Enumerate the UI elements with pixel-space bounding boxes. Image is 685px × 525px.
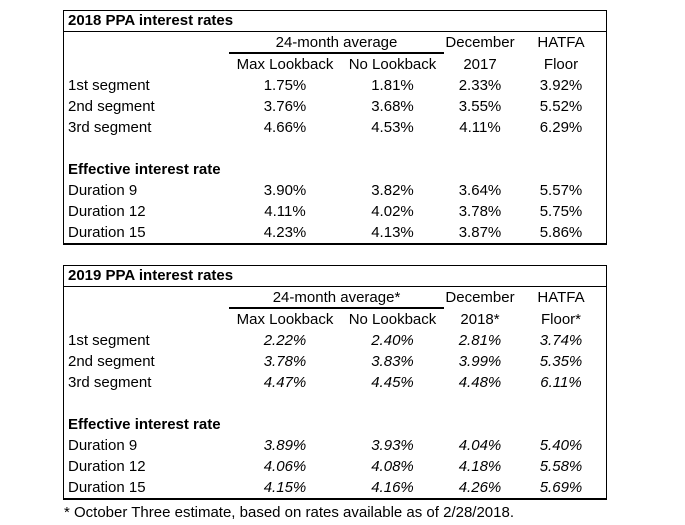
rate-value: 5.86% — [539, 224, 583, 241]
december-header-line1: December — [445, 289, 515, 306]
segment-label: 1st segment — [68, 77, 150, 94]
rate-value: 5.52% — [539, 98, 583, 115]
rate-value: 4.06% — [263, 458, 307, 475]
table-row — [64, 180, 606, 201]
section-label: Effective interest rate — [68, 416, 221, 433]
table-row — [64, 372, 606, 393]
duration-label: Duration 9 — [68, 437, 138, 454]
rate-value: 4.11% — [264, 203, 306, 220]
table-row — [64, 117, 606, 138]
hatfa-header-line1: HATFA — [537, 34, 585, 51]
rate-value: 4.66% — [263, 119, 307, 136]
rate-value: 3.74% — [539, 332, 583, 349]
rate-value: 4.04% — [458, 437, 502, 454]
header-row-group — [64, 32, 606, 54]
group-header-cell — [229, 32, 444, 54]
header-row-group — [64, 287, 606, 309]
rate-value: 2.81% — [458, 332, 502, 349]
ppa-2018-table — [63, 10, 607, 245]
rate-value: 3.92% — [539, 77, 583, 94]
segment-label: 2nd segment — [68, 98, 155, 115]
rate-value: 4.13% — [371, 224, 414, 241]
rate-value: 4.26% — [458, 479, 502, 496]
hatfa-header-line2: Floor — [543, 56, 579, 73]
hatfa-header-line2: Floor* — [540, 311, 581, 328]
duration-label: Duration 15 — [68, 224, 146, 241]
duration-label: Duration 12 — [68, 203, 146, 220]
rate-value: 4.02% — [371, 203, 414, 220]
section-row — [64, 159, 606, 180]
rate-value: 3.82% — [371, 182, 414, 199]
table-title: 2019 PPA interest rates — [64, 266, 606, 287]
table-title: 2018 PPA interest rates — [64, 11, 606, 32]
blank-row — [64, 393, 606, 414]
group-header-label: 24-month average* — [229, 288, 444, 309]
spacer-cell — [64, 54, 229, 75]
table-row — [64, 351, 606, 372]
table-row — [64, 75, 606, 96]
spacer-cell — [64, 309, 229, 330]
rate-value: 2.22% — [263, 332, 307, 349]
december-header-line2: 2018* — [460, 311, 500, 328]
table-row — [64, 435, 606, 456]
spacer-cell — [64, 32, 229, 54]
max-lookback-header: Max Lookback — [236, 56, 334, 73]
duration-label: Duration 9 — [68, 182, 138, 199]
rate-value: 5.75% — [539, 203, 583, 220]
rate-value: 4.16% — [371, 479, 414, 496]
section-row — [64, 414, 606, 435]
rate-value: 3.89% — [263, 437, 307, 454]
rate-value: 1.75% — [263, 77, 307, 94]
rate-value: 3.93% — [371, 437, 414, 454]
group-header-cell — [229, 287, 444, 309]
table-row — [64, 456, 606, 477]
rate-value: 4.15% — [263, 479, 307, 496]
rate-value: 6.11% — [540, 374, 582, 391]
no-lookback-header: No Lookback — [348, 56, 437, 73]
rate-value: 4.53% — [371, 119, 414, 136]
group-header-label: 24-month average — [229, 33, 444, 54]
table-row — [64, 222, 606, 243]
page — [63, 10, 623, 521]
table-row — [64, 201, 606, 222]
segment-label: 3rd segment — [68, 119, 152, 136]
rate-value: 4.47% — [263, 374, 307, 391]
hatfa-header-line1: HATFA — [537, 289, 585, 306]
rate-value: 4.48% — [458, 374, 502, 391]
rate-value: 3.90% — [263, 182, 307, 199]
duration-label: Duration 15 — [68, 479, 146, 496]
rate-value: 5.69% — [539, 479, 583, 496]
rate-value: 3.68% — [371, 98, 414, 115]
header-row-sub — [64, 309, 606, 330]
rate-value: 3.87% — [458, 224, 502, 241]
rate-value: 3.55% — [458, 98, 502, 115]
rate-value: 5.57% — [539, 182, 583, 199]
rate-value: 3.78% — [458, 203, 502, 220]
table-row — [64, 477, 606, 498]
rate-value: 3.76% — [263, 98, 307, 115]
rate-value: 4.45% — [371, 374, 414, 391]
footnote: * October Three estimate, based on rates available as of 2/28/2018. — [64, 504, 514, 521]
table-row — [64, 330, 606, 351]
rate-value: 3.99% — [458, 353, 502, 370]
segment-label: 3rd segment — [68, 374, 152, 391]
rate-value: 5.58% — [539, 458, 583, 475]
december-header-line2: 2017 — [463, 56, 497, 73]
rate-value: 1.81% — [371, 77, 414, 94]
rate-value: 4.18% — [458, 458, 502, 475]
rate-value: 5.40% — [539, 437, 583, 454]
section-label: Effective interest rate — [68, 161, 221, 178]
rate-value: 3.64% — [458, 182, 502, 199]
table-row — [64, 96, 606, 117]
max-lookback-header: Max Lookback — [236, 311, 334, 328]
rate-value: 6.29% — [539, 119, 583, 136]
no-lookback-header: No Lookback — [348, 311, 437, 328]
rate-value: 2.40% — [371, 332, 414, 349]
segment-label: 1st segment — [68, 332, 150, 349]
duration-label: Duration 12 — [68, 458, 146, 475]
rate-value: 3.83% — [371, 353, 414, 370]
spacer-cell — [64, 287, 229, 309]
rate-value: 3.78% — [263, 353, 307, 370]
rate-value: 4.08% — [371, 458, 414, 475]
header-row-sub — [64, 54, 606, 75]
segment-label: 2nd segment — [68, 353, 155, 370]
rate-value: 4.23% — [263, 224, 307, 241]
ppa-2019-table — [63, 265, 607, 500]
december-header-line1: December — [445, 34, 515, 51]
rate-value: 2.33% — [458, 77, 502, 94]
rate-value: 5.35% — [539, 353, 583, 370]
rate-value: 4.11% — [459, 119, 501, 136]
blank-row — [64, 138, 606, 159]
